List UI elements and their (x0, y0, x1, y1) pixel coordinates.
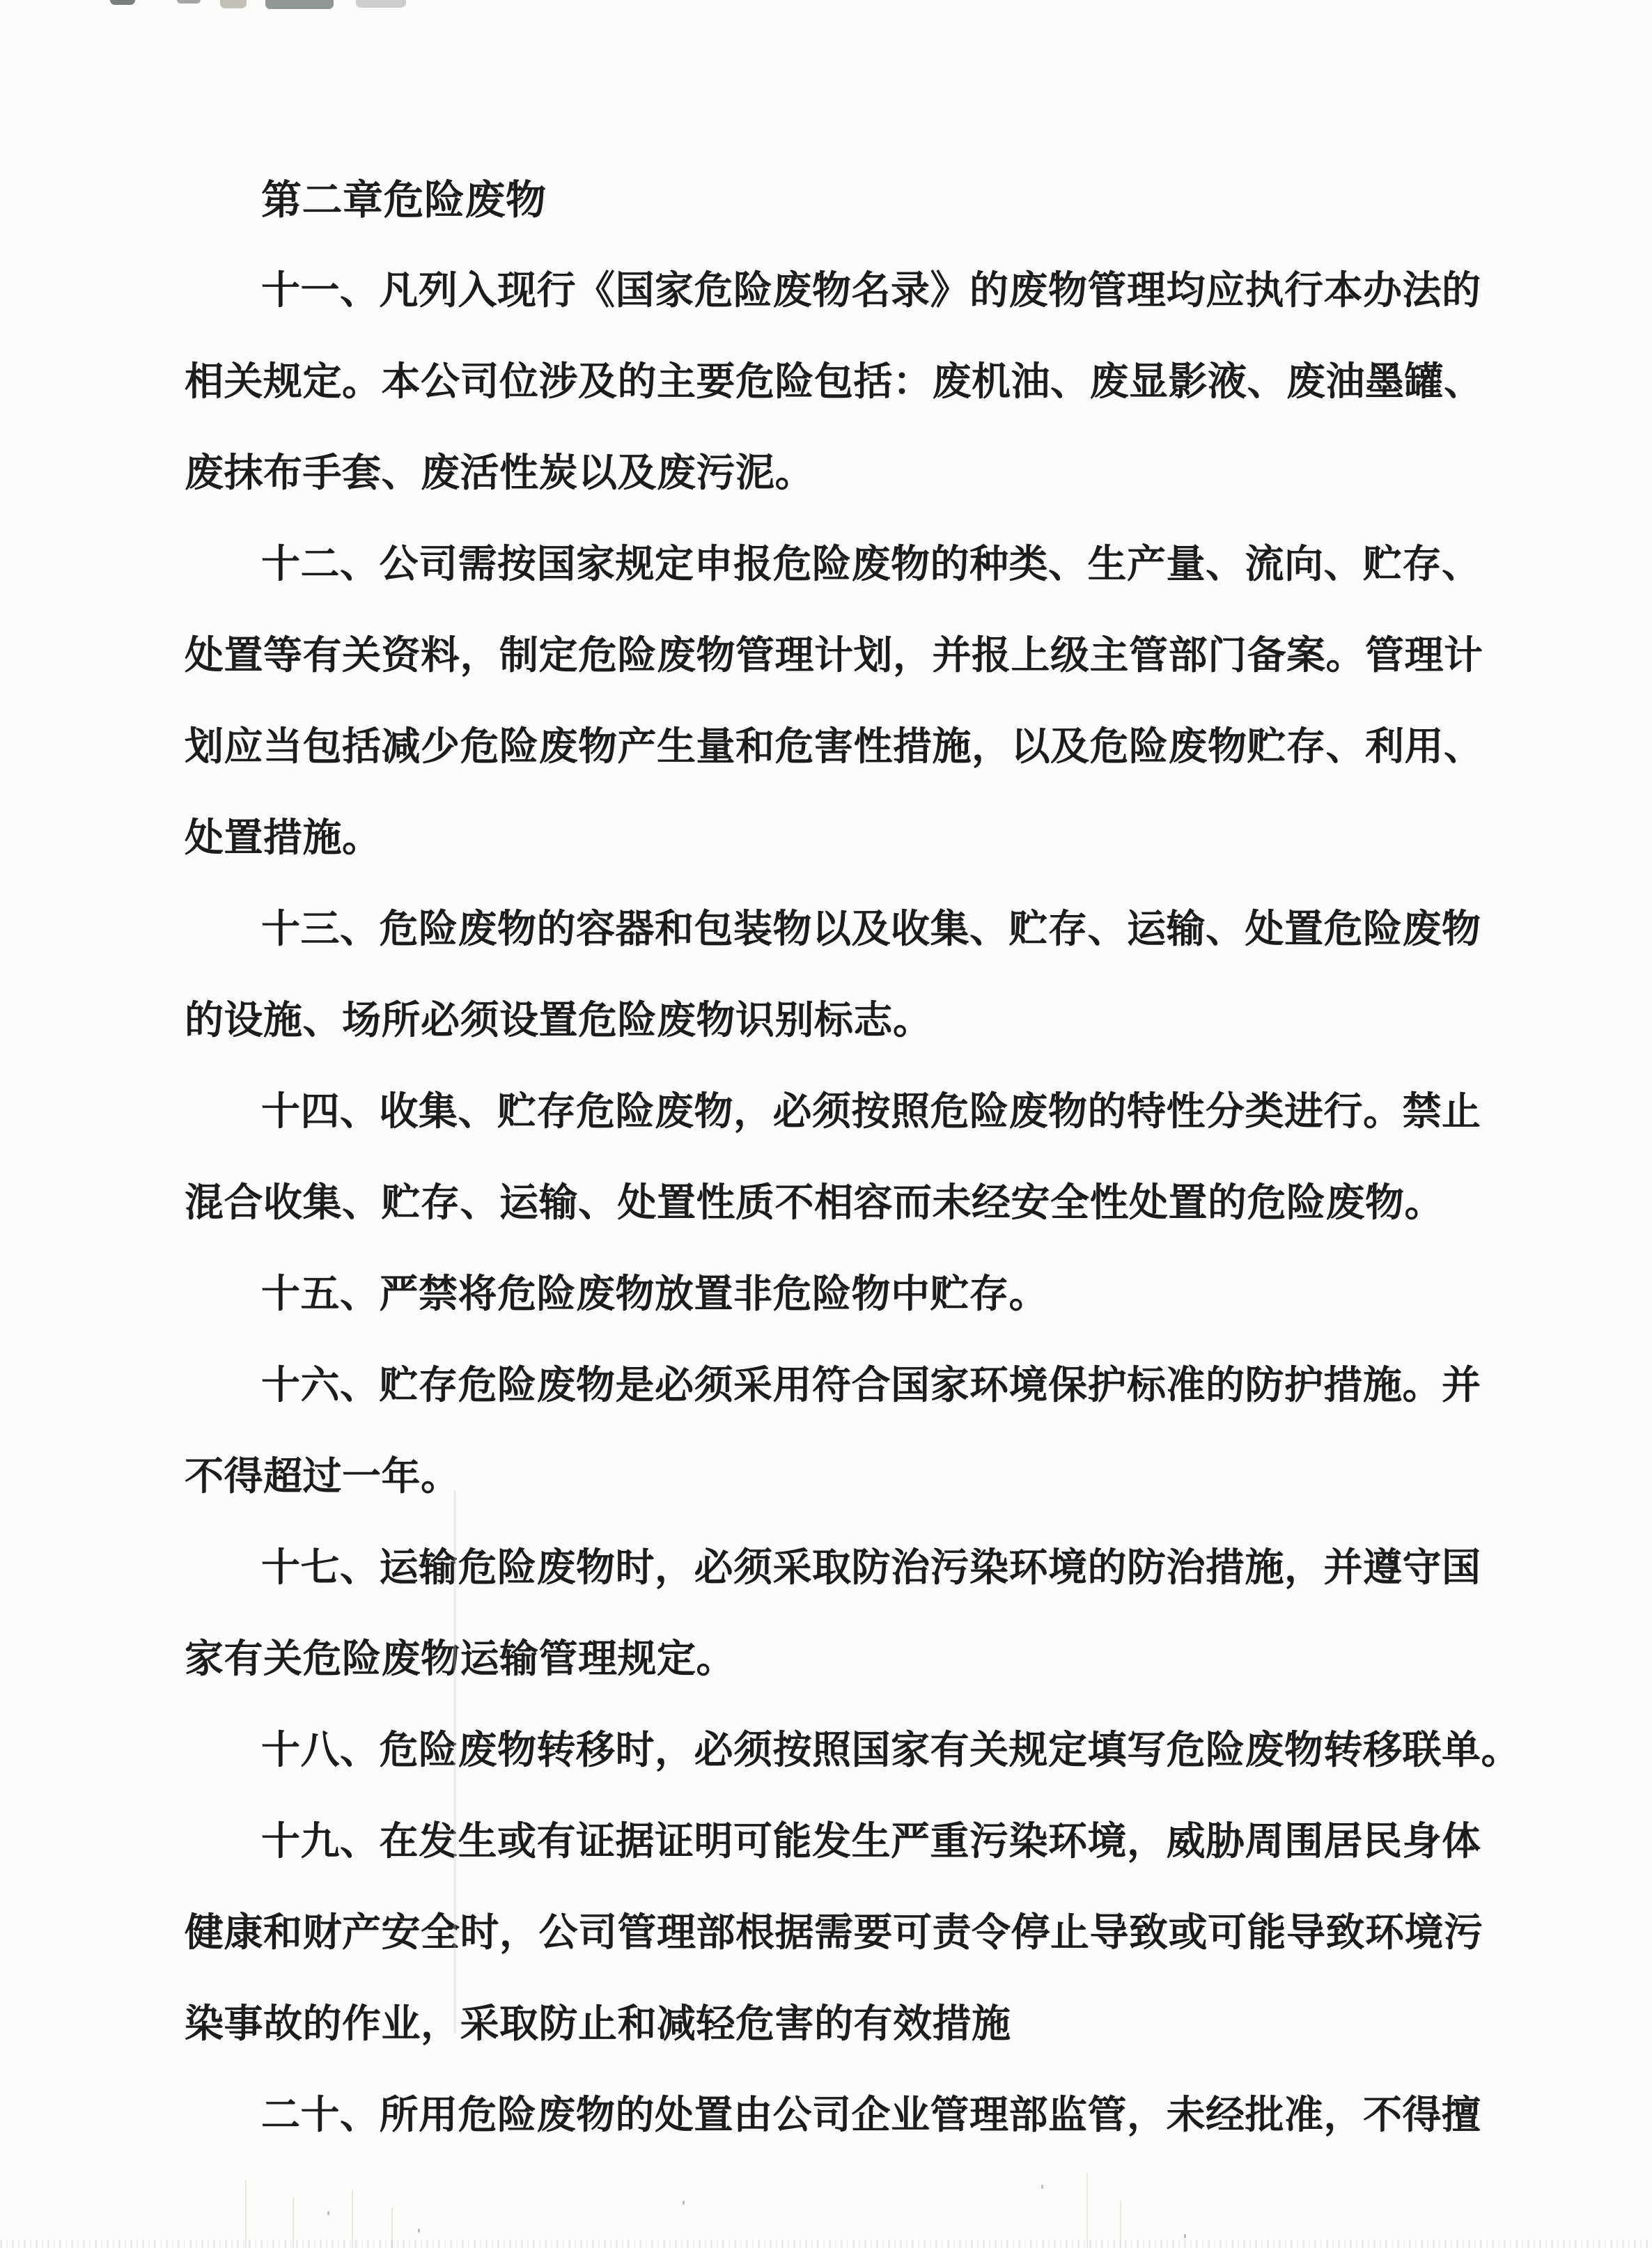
scan-artifact-streak (293, 2197, 294, 2248)
doc-line: 十五、严禁将危险废物放置非危险物中贮存。 (261, 1273, 1048, 1316)
scan-artifact-smudge (220, 0, 247, 8)
scan-artifact-streak (391, 2208, 393, 2248)
doc-line: 不得超过一年。 (185, 1455, 460, 1499)
doc-line: 划应当包括减少危险废物产生量和危害性措施，以及危险废物贮存、利用、 (185, 726, 1483, 769)
doc-line: 十六、贮存危险废物是必须采用符合国家环境保护标准的防护措施。并 (261, 1364, 1481, 1407)
scan-artifact-streak (352, 2190, 353, 2248)
scan-artifact-speck (1041, 2185, 1043, 2189)
doc-line: 健康和财产安全时，公司管理部根据需要可责令停止导致或可能导致环境污 (185, 1912, 1483, 1955)
scan-artifact-streak (245, 2180, 247, 2248)
scan-artifact-smudge (177, 0, 201, 3)
doc-line: 混合收集、贮存、运输、处置性质不相容而未经安全性处置的危险废物。 (185, 1182, 1444, 1225)
scan-artifact-smudge (356, 0, 406, 8)
scan-artifact-speck (683, 2201, 685, 2205)
scan-artifact-streak (1120, 2201, 1121, 2248)
doc-line: 十八、危险废物转移时，必须按照国家有关规定填写危险废物转移联单。 (261, 1729, 1520, 1772)
scan-artifact-bottom-noise (0, 2240, 1652, 2248)
scan-artifact-speck (327, 2211, 329, 2215)
doc-line: 的设施、场所必须设置危险废物识别标志。 (185, 999, 933, 1043)
doc-line: 十一、凡列入现行《国家危险废物名录》的废物管理均应执行本办法的 (261, 270, 1481, 313)
doc-line: 十九、在发生或有证据证明可能发生严重污染环境，威胁周围居民身体 (261, 1820, 1481, 1864)
doc-line: 染事故的作业，采取防止和减轻危害的有效措施 (185, 2003, 1011, 2046)
doc-line: 处置等有关资料，制定危险废物管理计划，并报上级主管部门备案。管理计 (185, 634, 1483, 678)
doc-line: 家有关危险废物运输管理规定。 (185, 1638, 735, 1681)
chapter-heading: 第二章危险废物 (261, 178, 547, 223)
doc-line: 十四、收集、贮存危险废物，必须按照危险废物的特性分类进行。禁止 (261, 1091, 1481, 1134)
scan-artifact-smudge (265, 0, 334, 9)
doc-line: 废抹布手套、废活性炭以及废污泥。 (185, 452, 814, 495)
scan-artifact-fold-line (453, 1490, 456, 2034)
document-body (0, 155, 1652, 2162)
doc-line: 十三、危险废物的容器和包装物以及收集、贮存、运输、处置危险废物 (261, 908, 1481, 951)
scan-artifact-speck (418, 2229, 420, 2233)
doc-line: 处置措施。 (185, 817, 382, 860)
doc-line: 十二、公司需按国家规定申报危险废物的种类、生产量、流向、贮存、 (261, 543, 1481, 586)
scan-artifact-streak (1086, 2173, 1088, 2248)
doc-line: 二十、所用危险废物的处置由公司企业管理部监管，未经批准，不得擅 (261, 2094, 1481, 2137)
doc-line: 相关规定。本公司位涉及的主要危险包括：废机油、废显影液、废油墨罐、 (185, 361, 1483, 404)
doc-line: 十七、运输危险废物时，必须采取防治污染环境的防治措施，并遵守国 (261, 1547, 1481, 1590)
scan-artifact-speck (1184, 2234, 1186, 2238)
scan-artifact-smudge (110, 0, 135, 5)
